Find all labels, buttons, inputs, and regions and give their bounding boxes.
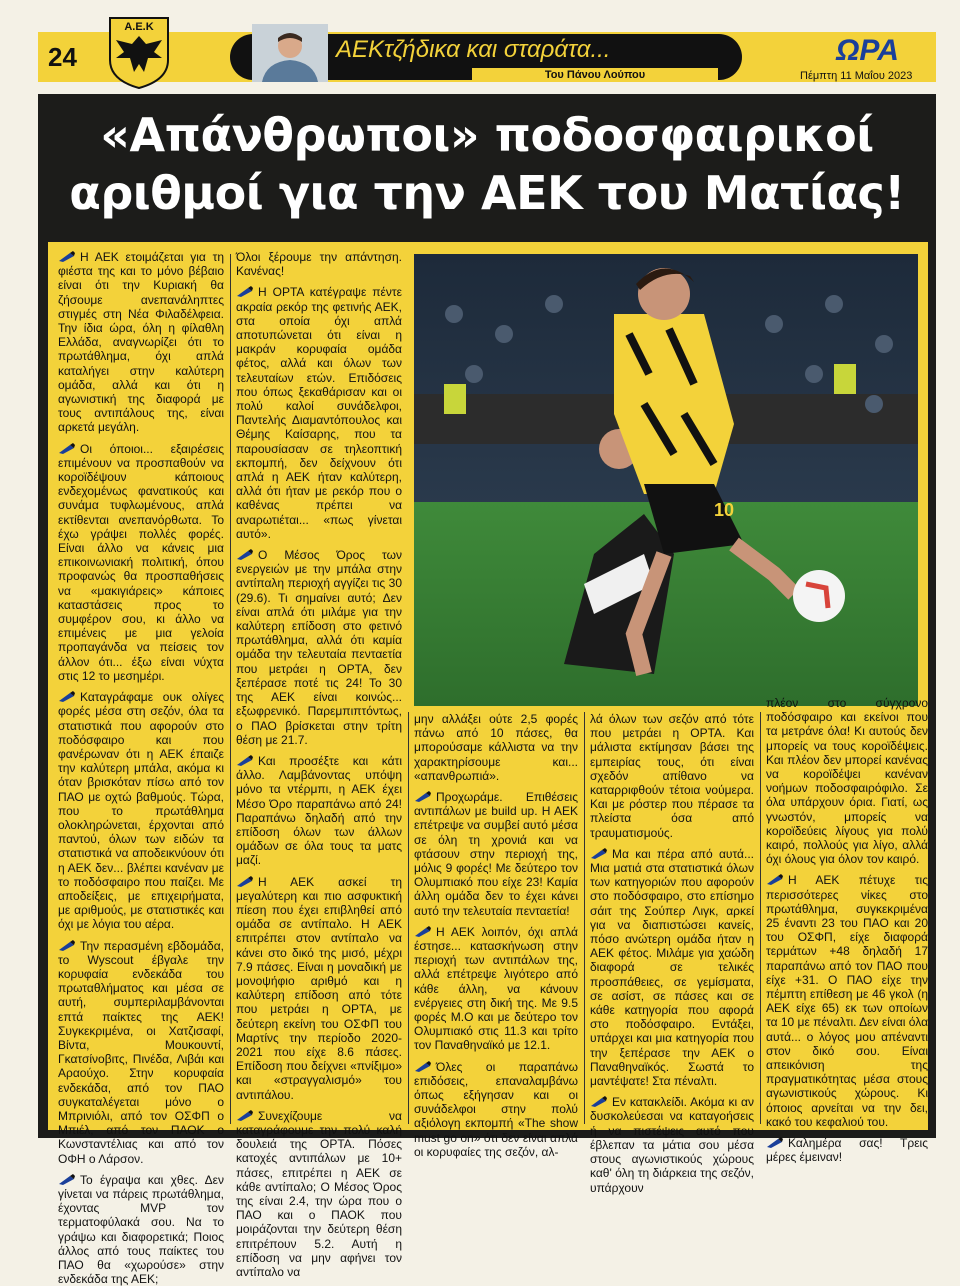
newspaper-brand: ΩΡΑ <box>836 34 899 67</box>
pen-icon <box>766 874 784 885</box>
pen-icon <box>58 251 76 262</box>
byline: Του Πάνου Λούπου <box>472 68 718 82</box>
pen-icon <box>766 1137 784 1148</box>
column-title: ΑΕΚτζήδικα και σταράτα... <box>336 36 611 63</box>
column-divider <box>230 254 231 1124</box>
pen-icon <box>414 791 432 802</box>
paragraph: Μα και πέρα από αυτά... Μια ματιά στα στατιστικά όλων των κατηγοριών που αφορούν στο ποδόσφαιρο, στο επίσημο σάιτ της Σούπερ Λιγκ, αρκεί για να διαπιστώσει κανείς, πόσο ανώτερη ομάδα ήταν η ΑΕΚ φέτος. Μιλάμε για χαώδη διαφορά σε τελικές προσπάθειες, σε γεμίσματα, σε ασίστ, σε πάσες και σε κάθε κατηγορία που αφορά στο ποδόσφαιρο. Εντάξει, υπάρχει και μια κατηγορία που την ξεπέρασε την ΑΕΚ ο Παναθηναϊκός. Σωστά το μαντέψατε! Στα πέναλτι. <box>590 846 754 1089</box>
headline <box>38 106 936 222</box>
paragraph: Η ΑΕΚ ασκεί τη μεγαλύτερη και πιο ασφυκτική πίεση που έχει επιβληθεί από ομάδα σε αντίπαλο. Η ΑΕΚ επιτρέπει στον αντίπαλο να κάνει στο δικό της μισό, μέχρι 7.9 πάσες. Είναι η μοναδική με μονοψήφιο αριθμό και η καλύτερη επίδοση από τότε που μετράει η ΟΡΤΑ, με δεύτερη εκείνη του ΟΣΦΠ του Μαρτίνς την περίοδο 2020-2021 που είχε 8.6 πάσες. Επίδοση που δείχνει «πνίξιμο» και «στραγγαλισμό» του αντιπάλου. <box>236 874 402 1102</box>
pen-icon <box>58 1174 76 1185</box>
paragraph: Η ΟΡΤΑ κατέγραψε πέντε ακραία ρεκόρ της φετινής ΑΕΚ, στα οποία όχι απλά αποτυπώνεται ότι είναι η μακράν κορυφαία ομάδα φέτος, αλλά και όλων των τελευταίων ετών. Επιδόσεις που όπως ξεκαθάρισαν και οι πολύ καλοί συνάδελφοι, Παντελής Διαμαντόπουλος και Θέμης Καίσαρης, που τα παρουσίασαν σε τηλεοπτική εκπομπή, δεν δείχνουν ότι απλά η ΑΕΚ ήταν καλύτερη, αλλά ότι ήταν με ρεκόρ που ο καθένας πρέπει να αναρωτιέται... «πως γίνεται αυτό». <box>236 285 402 541</box>
pen-icon <box>236 549 254 560</box>
article-column-4 <box>590 712 754 1195</box>
pen-icon <box>236 876 254 887</box>
paragraph: πλέον στο σύγχρονο ποδόσφαιρο και εκείνοι που τα μετράνε όλα! Κι αυτούς δεν μπορείς να τους κοροϊδέψεις. Και πλέον δεν μπορεί κανένας να κοροϊδέψει κανέναν νοήμων ποδοσφαιρόφιλο. Σε όλα υπάρχουν όρια. Γιατί, ως γνωστόν, μπορείς να κοροϊδεύεις λίγους για πολύ καιρό, πολλούς για λίγο, αλλά όχι όλους για όλον τον καιρό. <box>766 696 928 867</box>
column-divider <box>408 712 409 1124</box>
pen-icon <box>414 926 432 937</box>
paragraph: Οι όποιοι... εξαιρέσεις επιμένουν να προσπαθούν να κοροϊδέψουν κάποιους ενδεχομένως φανατικούς και συνάμα τυφλωμένους, απλά εκτίθενται ανεπανόρθωτα. Το έχω γράψει πολλές φορές. Είναι άλλο να κάνεις μια επικοινωνιακή πολιτική, όπου προφανώς θα προσπαθήσεις να «μακιγιάρεις» κάποιες καταστάσεις προς το συμφέρον σου, κι άλλο να επιμένεις με μια γελοία προπαγάνδα να πείσεις τον άλλον ότι... έξω είναι νύχτα στις 12 το μεσημέρι. <box>58 441 224 683</box>
pen-icon <box>58 691 76 702</box>
author-avatar <box>252 24 328 82</box>
match-photo <box>414 254 918 706</box>
paragraph: μην αλλάξει ούτε 2,5 φορές πάνω από 10 πάσες, θα μπορούσαμε κάλλιστα να την χαρακτηρίσουμε και... «απανθρωπιά». <box>414 712 578 783</box>
jersey-number: 10 <box>714 500 735 520</box>
column-divider <box>584 712 585 1124</box>
paragraph: Προχωράμε. Επιθέσεις αντιπάλων με build up. Η ΑΕΚ επέτρεψε να συμβεί αυτό μέσα σε όλη τη χρονιά και να φτάσουν στην περιοχή της, μόλις 9 φορές! Με δεύτερο τον Ολυμπιακό που είχε 23! Καμία άλλη ομάδα δεν το έχει κάνει αυτό την τελευταία πενταετία! <box>414 790 578 918</box>
pen-icon <box>58 443 76 454</box>
paragraph: Και προσέξτε και κάτι άλλο. Λαμβάνοντας υπόψη μόνο τα ντέρμπι, η ΑΕΚ έχει Μέσο Όρο παραπάνω από 24! Παραπάνω δηλαδή από την επίδοση όλων των άλλων ομάδων σε όλα τους τα ματς μαζί. <box>236 753 402 868</box>
publication-date: Πέμπτη 11 Μαΐου 2023 <box>800 70 913 82</box>
page-number: 24 <box>48 42 77 72</box>
headline-line-2: αριθμοί για την ΑΕΚ του Ματίας! <box>69 166 905 220</box>
paragraph: Ο Μέσος Όρος των ενεργειών με την μπάλα στην αντίπαλη περιοχή αγγίζει τις 30 (29.6). Τι σημαίνει αυτό; Δεν είναι απλά ότι μιλάμε για την καλύτερη επίδοση στο φετινό πρωτάθλημα, αλλά ότι καμία ομάδα την τελευταία πενταετία που μετράει η ΟΡΤΑ, δεν ξεπέρασε ποτέ τις 24! Το 30 της ΑΕΚ είναι κοινώς... εξωφρενικό. Παρεμπιπτόντως, ο ΠΑΟ βρίσκεται στην τρίτη θέση με 21.7. <box>236 548 402 747</box>
article-column-3 <box>414 712 578 1159</box>
paragraph: Η ΑΕΚ πέτυχε τις περισσότερες νίκες στο πρωτάθλημα, συγκεκριμένα 25 έναντι 23 του ΠΑΟ και 20 του ΟΣΦΠ, είχε διαφορά τερμάτων +48 δηλαδή 17 παραπάνω από τον ΠΑΟ που είχε +31. Ο ΠΑΟ είχε την πέμπτη επίθεση με 46 γκολ (η ΑΕΚ είχε 65) εκ των οποίων τα 10 με πέναλτι. Δεν είναι όλα αυτά... ο λόγος μου απέναντι στον δικό σου. Είναι απεικόνιση της πραγματικότητας μέσα στους αγωνιστικούς χώρους. Κι όποιος αρνείται να την δει, κακό του κεφαλιού του. <box>766 873 928 1129</box>
logo-text: Α.Ε.Κ <box>124 21 154 33</box>
paragraph: Όλοι ξέρουμε την απάντηση. Κανένας! <box>236 250 402 279</box>
article-column-1 <box>58 250 224 1286</box>
pen-icon <box>590 1096 608 1107</box>
paragraph: Η ΑΕΚ ετοιμάζεται για τη φιέστα της και το μόνο βέβαιο είναι ότι την Κυριακή θα ζήσουμε ανεπανάληπτες στιγμές στη Νέα Φιλαδέλφεια. Την ίδια ώρα, όλη η φίλαθλη Ελλάδα, αναγνωρίζει ότι το πρωτάθλημα, όχι απλά καταλήγει στην καλύτερη ομάδα, αλλά και ότι η αγωνιστική της διαφορά με τους αντιπάλους της, είναι αρκετά μεγάλη. <box>58 250 224 435</box>
pen-icon <box>58 940 76 951</box>
column-divider <box>760 712 761 1124</box>
headline-line-1: «Απάνθρωποι» ποδοσφαιρικοί <box>100 108 874 162</box>
paragraph: Καλημέρα σας! Τρεις μέρες έμειναν! <box>766 1136 928 1165</box>
pen-icon <box>236 755 254 766</box>
pen-icon <box>236 1110 254 1121</box>
paragraph: Συνεχίζουμε να καταγράφουμε την πολύ καλή δουλειά της ΟΡΤΑ. Πόσες κατοχές αντιπάλων με 10+ πάσες, επιτρέπει η ΑΕΚ σε κάθε αντίπαλο; Ο Μέσος Όρος της είναι 2.4, την ώρα που ο ΠΑΟ και ο ΠΑΟΚ που μοιράζονται την δεύτερη θέση επιτρέπουν 5.2. Αυτή η επίδοση να μην αφήνει τον αντίπαλο να <box>236 1108 402 1280</box>
aek-logo-icon <box>106 14 172 90</box>
paragraph: Καταγράφαμε ουκ ολίγες φορές μέσα στη σεζόν, όλα τα στατιστικά που αφορούν στο ποδόσφαιρο και που φανέρωναν ότι η ΑΕΚ έπαιζε την καλύτερη μπάλα, ακόμα κι όταν βρισκόταν πίσω από τον ΠΑΟ με οχτώ βαθμούς. Τώρα, που το πρωτάθλημα ολοκληρώνεται, έρχονται από παντού, όλων των ειδών τα στατιστικά να αποδεικνύουν ότι η ΑΕΚ δεν... βλέπει κανέναν με το ποδόσφαιρο που παίζει. Με αποδείξεις, με επιχειρήματα, με αριθμούς, με στατιστικές και όχι με λόγια του αέρα. <box>58 690 224 932</box>
paragraph: Το έγραψα και χθες. Δεν γίνεται να πάρεις πρωτάθλημα, έχοντας MVP τον τερματοφύλακά σου. Να το γράψω και διαφορετικά; Ποιος άλλος από τους παίκτες του ΠΑΟ θα «χωρούσε» στην ενδεκάδα της ΑΕΚ; <box>58 1172 224 1286</box>
paragraph: Η ΑΕΚ λοιπόν, όχι απλά έστησε... κατασκήνωση στην περιοχή των αντιπάλων της, αλλά επέτρεψε λιγότερο από κάθε άλλη, να κάνουν ενέργειες στη δική της. Με 9.5 φορές Μ.Ο και με δεύτερο τον Ολυμπιακό στις 11.3 και τρίτο τον Παναθηναϊκό με 12.1. <box>414 924 578 1053</box>
pen-icon <box>414 1061 432 1072</box>
paragraph: Την περασμένη εβδομάδα, το Wyscout έβγαλε την κορυφαία ενδεκάδα του πρωταθλήματος και μέσα σε αυτή, συμπεριλαμβάνονται επτά παίκτες της ΑΕΚ! Συγκεκριμένα, οι Χατζισαφί, Βίντα, Μουκουντί, Γκατσίνοβιτς, Πινέδα, Λιβάι και Αραούχο. Στην κορυφαία ενδεκάδα, από τον ΠΑΟ συγκαταλέγεται μόνο ο Μπρινιόλι, από τον ΟΣΦΠ ο Μπιέλ, από τον ΠΑΟΚ ο Κωνσταντέλιας και από τον ΟΦΗ ο Λάρσον. <box>58 938 224 1166</box>
article-column-5 <box>766 696 928 1165</box>
paragraph: λά όλων των σεζόν από τότε που μετράει η ΟΡΤΑ. Και μάλιστα εκτίμησαν βάσει της εμπειρίας τους, ότι είναι σχεδόν απίθανο να καταρριφθούν τέτοια νούμερα. Και με ρόστερ που πέρασε τα πλείστα όσα από τραυματισμούς. <box>590 712 754 840</box>
ball-icon <box>793 570 845 622</box>
article-column-2 <box>236 250 402 1280</box>
paragraph: Όλες οι παραπάνω επιδόσεις, επαναλαμβάνω όπως εξήγησαν και οι συνάδελφοι στην πολύ αξιόλογη εκπομπή «The show must go on» ότι δεν είναι απλά οι κορυφαίες της σεζόν, αλ- <box>414 1059 578 1159</box>
pen-icon <box>236 286 254 297</box>
pen-icon <box>590 848 608 859</box>
paragraph: Εν κατακλείδι. Ακόμα κι αν δυσκολεύεσαι να καταγοήσεις ή να πιστέψεις αυτό που έβλεπαν τα μάτια σου μέσα στους αγωνιστικούς χώρους καθ' όλη τη διάρκεια της σεζόν, υπάρχουν <box>590 1095 754 1195</box>
